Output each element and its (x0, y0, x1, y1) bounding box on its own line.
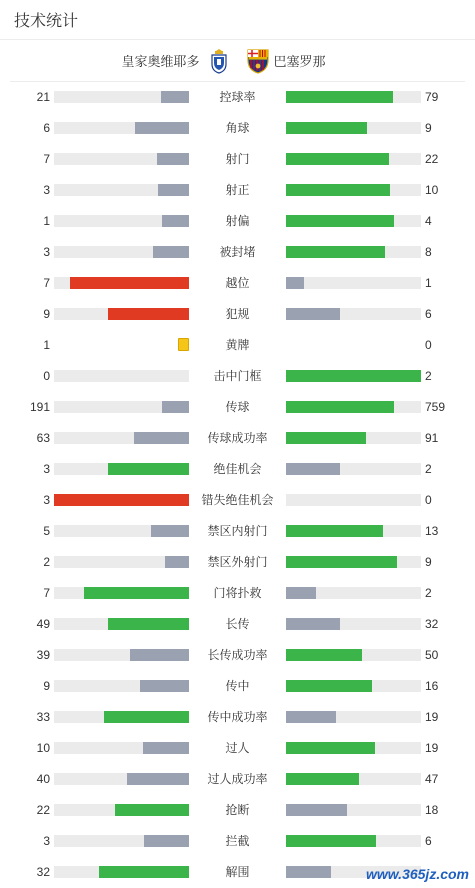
home-value: 63 (36, 430, 50, 445)
stat-label: 长传 (225, 617, 250, 631)
stat-label: 绝佳机会 (213, 462, 262, 476)
home-bar-track (54, 711, 189, 723)
home-value: 191 (29, 399, 50, 414)
away-bar-track (286, 587, 421, 599)
stat-row (0, 360, 475, 391)
stat-row (0, 639, 475, 670)
stat-label: 长传成功率 (207, 648, 268, 662)
away-value: 22 (425, 151, 439, 166)
away-value: 2 (425, 585, 432, 600)
away-value: 6 (425, 306, 432, 321)
home-bar-track (54, 153, 189, 165)
home-bar-track (54, 122, 189, 134)
home-bar-track (54, 277, 189, 289)
stat-label: 射偏 (225, 214, 250, 228)
header (0, 0, 475, 40)
away-bar-track (286, 432, 421, 444)
home-value: 10 (36, 740, 50, 755)
home-bar-track (54, 91, 189, 103)
home-bar-track (54, 680, 189, 692)
away-value: 2 (425, 461, 432, 476)
away-value: 9 (425, 554, 432, 569)
home-bar-track (54, 370, 189, 382)
away-bar-fill (286, 773, 359, 785)
home-bar-fill (158, 184, 189, 196)
away-bar-fill (286, 370, 421, 382)
away-bar-track (286, 711, 421, 723)
home-bar-track (54, 184, 189, 196)
away-bar-fill (286, 525, 383, 537)
away-bar-fill (286, 804, 347, 816)
away-bar-track (286, 804, 421, 816)
home-bar-fill (135, 122, 189, 134)
away-bar-track (286, 618, 421, 630)
away-bar-fill (286, 711, 336, 723)
home-bar-fill (162, 401, 189, 413)
away-bar-track (286, 277, 421, 289)
stat-label: 射正 (225, 183, 250, 197)
stat-label: 传球成功率 (207, 431, 268, 445)
stat-label: 控球率 (219, 90, 256, 104)
home-value: 3 (43, 182, 50, 197)
stat-row (0, 763, 475, 794)
stat-row (0, 422, 475, 453)
stat-label: 被封堵 (219, 245, 256, 259)
home-value: 2 (43, 554, 50, 569)
away-bar-fill (286, 835, 376, 847)
away-bar-fill (286, 122, 367, 134)
home-value: 9 (43, 678, 50, 693)
away-bar-fill (286, 277, 304, 289)
home-value: 7 (43, 275, 50, 290)
away-value: 91 (425, 430, 439, 445)
away-bar-track (286, 525, 421, 537)
stat-row (0, 298, 475, 329)
home-bar-fill (153, 246, 189, 258)
stat-label: 角球 (225, 121, 250, 135)
stat-label: 拦截 (225, 834, 250, 848)
stat-row (0, 701, 475, 732)
stat-row (0, 267, 475, 298)
stat-row (0, 794, 475, 825)
stat-label: 传中成功率 (207, 710, 268, 724)
away-bar-fill (286, 556, 397, 568)
away-team[interactable] (238, 48, 438, 74)
stat-row (0, 732, 475, 763)
away-bar-track (286, 308, 421, 320)
home-value: 32 (36, 864, 50, 879)
away-value: 18 (425, 802, 439, 817)
away-bar-fill (286, 866, 331, 878)
stat-label: 错失绝佳机会 (201, 493, 274, 507)
stat-row (0, 515, 475, 546)
away-bar-fill (286, 649, 362, 661)
home-bar-fill (134, 432, 189, 444)
away-bar-track (286, 680, 421, 692)
away-bar-fill (286, 587, 316, 599)
home-value: 3 (43, 244, 50, 259)
stats-list (0, 81, 475, 887)
home-bar-track (54, 649, 189, 661)
home-bar-track (54, 866, 189, 878)
stat-row (0, 143, 475, 174)
home-bar-track (54, 215, 189, 227)
stat-label: 越位 (225, 276, 250, 290)
home-bar-track (54, 463, 189, 475)
home-bar-fill (130, 649, 189, 661)
home-bar-track (54, 804, 189, 816)
away-bar-fill (286, 215, 394, 227)
home-bar-track (54, 308, 189, 320)
away-value: 50 (425, 647, 439, 662)
away-bar-track (286, 556, 421, 568)
home-value: 5 (43, 523, 50, 538)
away-bar-track (286, 773, 421, 785)
teams-header (10, 40, 465, 82)
stat-row (0, 329, 475, 360)
stat-row (0, 825, 475, 856)
away-bar-track (286, 401, 421, 413)
home-value: 3 (43, 833, 50, 848)
stat-label: 犯规 (225, 307, 250, 321)
stat-label: 禁区内射门 (207, 524, 268, 538)
away-bar-fill (286, 91, 393, 103)
away-bar-track (286, 742, 421, 754)
away-value: 79 (425, 89, 439, 104)
stat-row (0, 608, 475, 639)
home-value: 49 (36, 616, 50, 631)
stat-label: 黄牌 (225, 338, 250, 352)
stat-label: 解围 (225, 865, 250, 879)
home-bar-fill (108, 618, 189, 630)
away-bar-fill (286, 401, 394, 413)
home-bar-track (54, 246, 189, 258)
home-value: 3 (43, 492, 50, 507)
home-bar-fill (151, 525, 189, 537)
home-bar-fill (161, 91, 189, 103)
stat-row (0, 174, 475, 205)
away-bar-fill (286, 432, 366, 444)
away-value: 8 (425, 244, 432, 259)
away-bar-fill (286, 742, 375, 754)
away-bar-track (286, 215, 421, 227)
home-bar-fill (165, 556, 189, 568)
stat-label: 抢断 (225, 803, 250, 817)
stat-label: 传球 (225, 400, 250, 414)
away-bar-fill (286, 184, 390, 196)
stat-label: 门将扑救 (213, 586, 262, 600)
away-bar-fill (286, 463, 340, 475)
away-team-name: 巴塞罗那 (273, 54, 326, 69)
home-bar-fill (140, 680, 189, 692)
away-bar-track (286, 835, 421, 847)
home-value: 3 (43, 461, 50, 476)
away-value: 0 (425, 337, 432, 352)
home-value: 39 (36, 647, 50, 662)
stat-label: 击中门框 (213, 369, 262, 383)
stat-row (0, 81, 475, 112)
away-bar-track (286, 122, 421, 134)
away-value: 0 (425, 492, 432, 507)
home-bar-track (54, 587, 189, 599)
home-value: 40 (36, 771, 50, 786)
page-title: 技术统计 (14, 13, 79, 30)
away-bar-fill (286, 308, 340, 320)
stat-label: 过人 (225, 741, 250, 755)
away-bar-track (286, 494, 421, 506)
home-bar-track (54, 525, 189, 537)
away-bar-track (286, 153, 421, 165)
home-bar-fill (70, 277, 189, 289)
home-bar-fill (162, 215, 189, 227)
home-bar-track (54, 556, 189, 568)
away-bar-fill (286, 680, 372, 692)
away-bar-track (286, 649, 421, 661)
home-bar-track (54, 835, 189, 847)
away-value: 1 (425, 275, 432, 290)
away-value: 32 (425, 616, 439, 631)
stat-row (0, 453, 475, 484)
yellow-card-icon (178, 338, 189, 351)
stat-row (0, 670, 475, 701)
stat-label: 禁区外射门 (207, 555, 268, 569)
away-bar-fill (286, 153, 389, 165)
away-value: 19 (425, 709, 439, 724)
home-bar-track (54, 773, 189, 785)
stat-row (0, 236, 475, 267)
watermark: www.365jz.com (366, 866, 469, 882)
home-bar-track (54, 494, 189, 506)
home-bar-fill (144, 835, 189, 847)
fc-barcelona-crest-icon (246, 48, 268, 74)
home-value: 1 (43, 213, 50, 228)
stat-row (0, 484, 475, 515)
home-value: 21 (36, 89, 50, 104)
stat-row (0, 112, 475, 143)
home-team-name: 皇家奥维耶多 (121, 54, 200, 69)
home-value: 9 (43, 306, 50, 321)
away-value: 6 (425, 833, 432, 848)
away-bar-track (286, 184, 421, 196)
home-bar-fill (157, 153, 189, 165)
home-team[interactable] (38, 48, 238, 74)
away-value: 759 (425, 399, 446, 414)
stat-label: 过人成功率 (207, 772, 268, 786)
away-bar-track (286, 91, 421, 103)
away-value: 10 (425, 182, 439, 197)
home-bar-track (54, 618, 189, 630)
away-bar-track (286, 370, 421, 382)
away-value: 13 (425, 523, 439, 538)
home-bar-fill (127, 773, 189, 785)
home-value: 6 (43, 120, 50, 135)
stat-row (0, 391, 475, 422)
away-value: 19 (425, 740, 439, 755)
home-value: 22 (36, 802, 50, 817)
away-value: 16 (425, 678, 439, 693)
home-value: 7 (43, 151, 50, 166)
away-value: 47 (425, 771, 439, 786)
home-bar-track (54, 401, 189, 413)
away-bar-track (286, 463, 421, 475)
home-bar-fill (104, 711, 189, 723)
home-bar-fill (54, 494, 189, 506)
home-value: 1 (43, 337, 50, 352)
away-bar-track (286, 246, 421, 258)
home-bar-fill (143, 742, 189, 754)
away-bar-fill (286, 618, 340, 630)
stat-row (0, 205, 475, 236)
home-bar-fill (84, 587, 189, 599)
away-value: 4 (425, 213, 432, 228)
stat-row (0, 546, 475, 577)
home-value: 33 (36, 709, 50, 724)
away-bar-fill (286, 246, 385, 258)
home-value: 7 (43, 585, 50, 600)
away-value: 9 (425, 120, 432, 135)
real-oviedo-crest-icon (208, 48, 230, 74)
home-bar-track (54, 742, 189, 754)
away-value: 2 (425, 368, 432, 383)
stat-row (0, 577, 475, 608)
home-value: 0 (43, 368, 50, 383)
stat-label: 射门 (225, 152, 250, 166)
stat-label: 传中 (225, 679, 250, 693)
home-bar-fill (108, 308, 189, 320)
home-bar-track (54, 432, 189, 444)
home-bar-fill (115, 804, 189, 816)
home-bar-fill (99, 866, 189, 878)
home-bar-fill (108, 463, 189, 475)
